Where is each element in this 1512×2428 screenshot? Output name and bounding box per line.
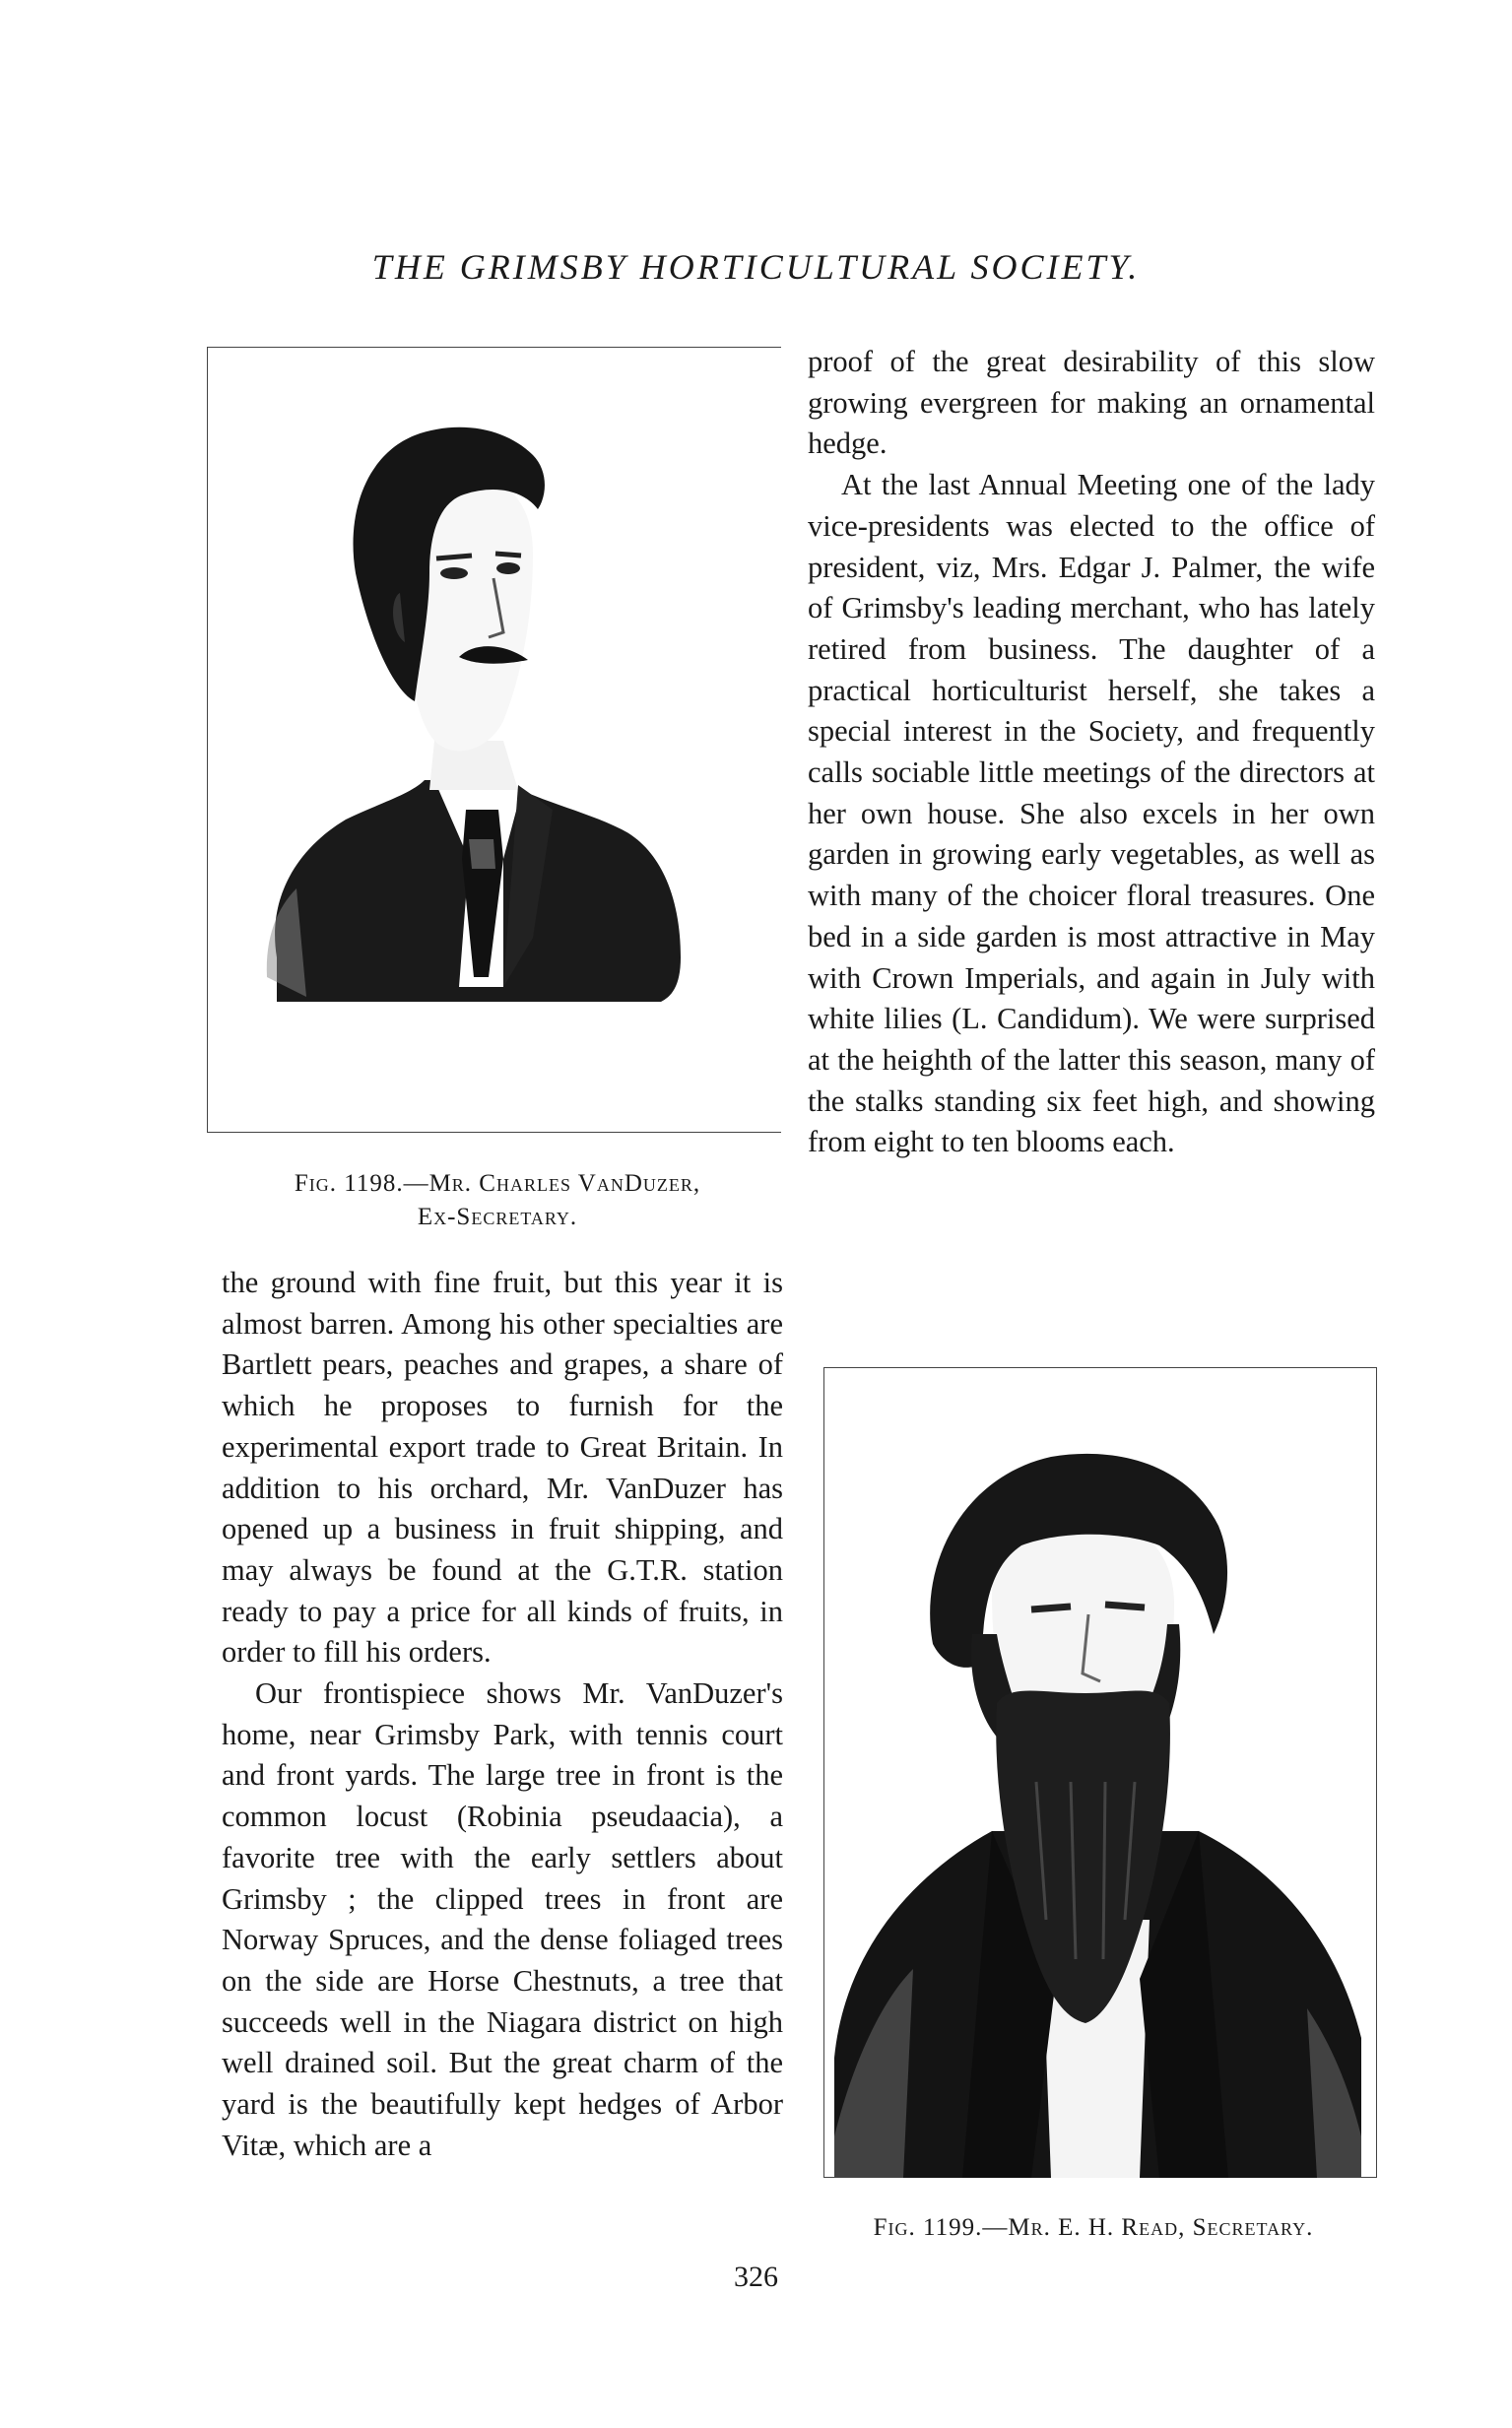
left-paragraph-2: Our frontispiece shows Mr. VanDuzer's home, near Grimsby Park, with tennis court and front yards. The large tree in front is the common locust (Robinia pseudaacia), a favorite tree with the early settlers about Grimsby ; the clipped trees in front are Norway Spruces, and the dense foliaged trees on the side are Horse Chestnuts, a tree that succeeds well in the Niagara district on high well drained soil. But the great charm of the yard is the beautifully kept hedges of Arbor Vitæ, which are a xyxy=(222,1676,783,2162)
figure-1198-caption-line2: Ex-Secretary. xyxy=(417,1204,578,1230)
figure-1199-caption-text: Fig. 1199.—Mr. E. H. Read, Secretary. xyxy=(873,2214,1314,2241)
figure-1198-frame xyxy=(207,347,781,1133)
right-paragraph-1: proof of the great desirability of this slow growing evergreen for making an ornamental hedge. xyxy=(808,345,1375,461)
right-column xyxy=(808,342,1375,1163)
running-head: THE GRIMSBY HORTICULTURAL SOCIETY. xyxy=(371,247,1141,287)
left-column xyxy=(222,1263,783,2166)
portrait-e-h-read xyxy=(824,1368,1376,2178)
figure-1198-caption xyxy=(207,1167,788,1234)
page-number: 326 xyxy=(734,2261,778,2293)
figure-1199-frame xyxy=(823,1367,1377,2178)
left-paragraph-1: the ground with fine fruit, but this year it is almost barren. Among his other specialties are Bartlett pears, peaches and grapes, a share of which he proposes to furnish for the experimental export trade to Great Britain. In addition to his orchard, Mr. VanDuzer has opened up a business in fruit shipping, and may always be found at the G.T.R. station ready to pay a price for all kinds of fruits, in order to fill his orders. xyxy=(222,1266,783,1670)
figure-1198-caption-line1: Fig. 1198.—Mr. Charles VanDuzer, xyxy=(294,1170,701,1197)
right-paragraph-2: At the last Annual Meeting one of the lady vice-presidents was elected to the office of president, viz, Mrs. Edgar J. Palmer, the wife of Grimsby's leading merchant, who has lately retired from business. The daughter of a practical horticulturist herself, she takes a special interest in the Society, and frequently calls sociable little meetings of the directors at her own house. She also excels in her own garden in growing early vegetables, as well as with many of the choicer floral treasures. One bed in a side garden is most attractive in May with Crown Imperials, and again in July with white lilies (L. Candidum). We were surprised at the heighth of the latter this season, many of the stalks standing six feet high, and showing from eight to ten blooms each. xyxy=(808,468,1375,1159)
portrait-charles-vanduzer xyxy=(208,347,781,1132)
figure-1199-caption xyxy=(808,2214,1379,2242)
